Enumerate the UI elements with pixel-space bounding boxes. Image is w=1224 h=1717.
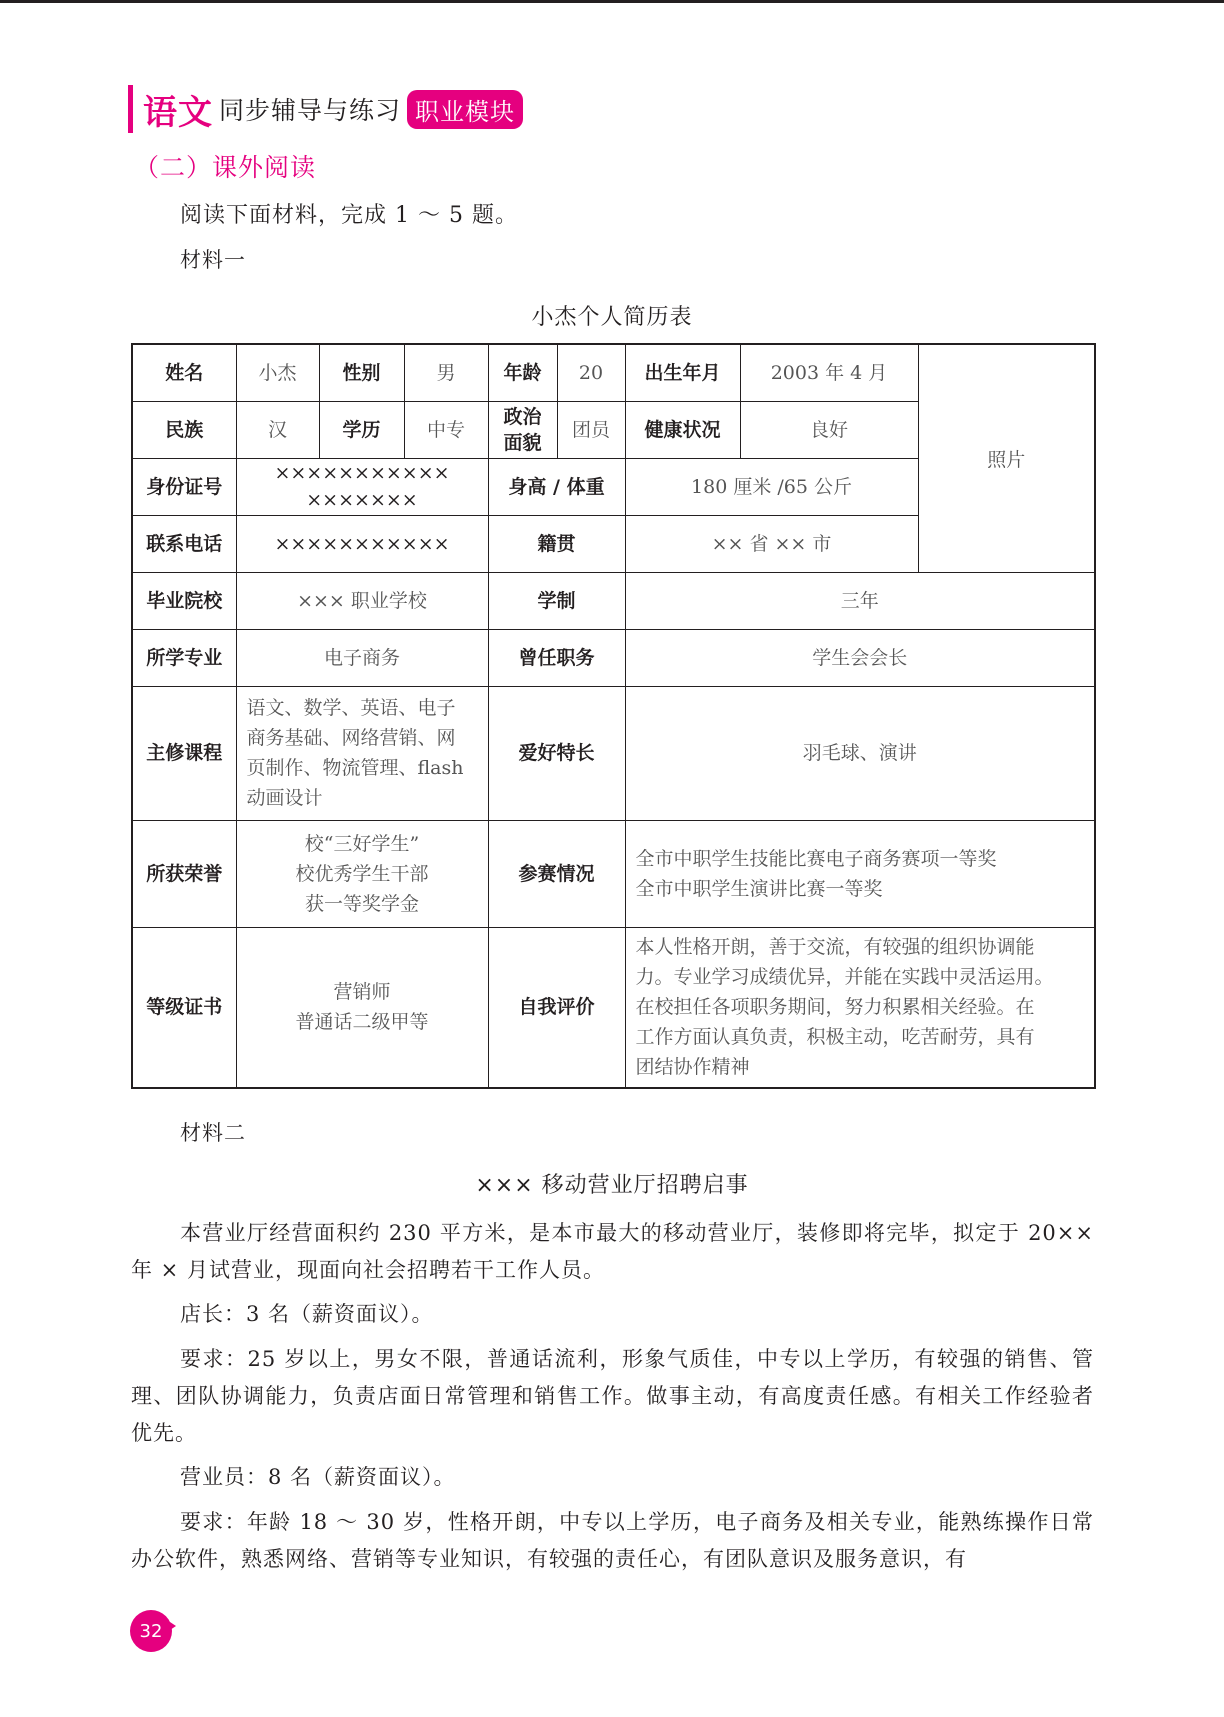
table-row [132,820,1095,927]
header-title: 同步辅导与练习 [219,96,402,125]
certificate-item: 普通话二级甲等 [295,1011,429,1034]
value-former-post: 学生会会长 [625,629,1095,686]
table-row [132,629,1095,686]
label-native: 籍贯 [488,515,625,572]
photo-cell: 照片 [918,344,1095,572]
value-birth: 2003 年 4 月 [740,344,918,401]
label-school: 毕业院校 [132,572,236,629]
value-competitions [625,820,1095,927]
label-courses: 主修课程 [132,686,236,820]
label-education: 学历 [319,401,404,458]
label-competitions: 参赛情况 [488,820,625,927]
resume-table [131,343,1096,1089]
label-height-weight: 身高 / 体重 [488,458,625,515]
courses-line: 语文、数学、英语、电子 [246,697,456,719]
courses-line: 页制作、物流管理、flash [246,757,464,779]
label-duration: 学制 [488,572,625,629]
notice-title: ××× 移动营业厅招聘启事 [475,1173,749,1198]
honor-item: 校优秀学生干部 [295,862,429,885]
label-hobbies: 爱好特长 [488,686,625,820]
self-eval-line: 本人性格开朗，善于交流，有较强的组织协调能 [635,936,1035,959]
notice-paragraph: 要求：年龄 18 ～ 30 岁，性格开朗，中专以上学历，电子商务及相关专业，能熟练操作日常办公软件，熟悉网络、营销等专业知识，有较强的责任心，有团队意识及服务意识，有 [131,1510,1094,1571]
notice-paragraph: 本营业厅经营面积约 230 平方米，是本市最大的移动营业厅，装修即将完毕，拟定于 20×× 年 × 月试营业，现面向社会招聘若干工作人员。 [131,1221,1094,1282]
value-hobbies: 羽毛球、演讲 [625,686,1095,820]
courses-line: 动画设计 [246,787,323,809]
value-courses [236,686,488,820]
value-ethnicity: 汉 [236,401,319,458]
label-gender: 性别 [319,344,404,401]
label-birth: 出生年月 [625,344,740,401]
label-id: 身份证号 [132,458,236,515]
value-gender: 男 [404,344,488,401]
top-rule [0,0,1224,3]
page-header [128,84,523,134]
table-row [132,344,1095,401]
table-row [132,686,1095,820]
header-module-badge: 职业模块 [407,90,523,129]
label-health: 健康状况 [625,401,740,458]
instruction: 阅读下面材料，完成 1 ～ 5 题。 [180,203,518,228]
value-id [236,458,488,515]
honor-item: 校“三好学生” [304,832,420,855]
label-politics-line: 面貌 [503,431,542,454]
label-politics-line: 政治 [503,405,542,428]
value-native: ×× 省 ×× 市 [625,515,918,572]
value-self-eval [625,927,1095,1088]
self-eval-line: 力。专业学习成绩优异，并能在实践中灵活运用。 [635,966,1054,989]
value-politics: 团员 [557,401,625,458]
label-former-post: 曾任职务 [488,629,625,686]
section-title: （二）课外阅读 [134,153,317,182]
value-phone: ××××××××××× [236,515,488,572]
value-school: ××× 职业学校 [236,572,488,629]
self-eval-line: 在校担任各项职务期间，努力积累相关经验。在 [635,996,1035,1019]
competition-item: 全市中职学生演讲比赛一等奖 [635,877,883,900]
self-eval-line: 团结协作精神 [635,1056,750,1079]
label-phone: 联系电话 [132,515,236,572]
competition-item: 全市中职学生技能比赛电子商务赛项一等奖 [635,847,997,870]
resume-table-title: 小杰个人简历表 [531,305,693,330]
honor-item: 获一等奖学金 [304,892,419,915]
value-duration: 三年 [625,572,1095,629]
label-certificates: 等级证书 [132,927,236,1088]
table-row [132,927,1095,1088]
label-politics [488,401,557,458]
label-ethnicity: 民族 [132,401,236,458]
table-row [132,572,1095,629]
value-health: 良好 [740,401,918,458]
value-certificates [236,927,488,1088]
header-subject: 语文 [143,92,213,133]
value-age: 20 [557,344,625,401]
value-name: 小杰 [236,344,319,401]
value-major: 电子商务 [236,629,488,686]
value-honors [236,820,488,927]
label-honors: 所获荣誉 [132,820,236,927]
value-height-weight: 180 厘米 /65 公斤 [625,458,918,515]
material-two-label: 材料二 [180,1121,246,1145]
value-id-line: ××××××××××× [274,461,450,484]
label-major: 所学专业 [132,629,236,686]
notice-paragraph: 营业员：8 名（薪资面议）。 [180,1465,456,1489]
label-self-eval: 自我评价 [488,927,625,1088]
notice-paragraph: 店长：3 名（薪资面议）。 [180,1302,434,1326]
label-age: 年龄 [488,344,557,401]
label-name: 姓名 [132,344,236,401]
page-number: 32 [130,1610,172,1652]
certificate-item: 营销师 [333,981,391,1004]
value-education: 中专 [404,401,488,458]
header-accent-bar [128,85,133,133]
notice-paragraph: 要求：25 岁以上，男女不限，普通话流利，形象气质佳，中专以上学历，有较强的销售、管理、团队协调能力，负责店面日常管理和销售工作。做事主动，有高度责任感。有相关工作经验者优先。 [131,1347,1094,1445]
value-id-line: ××××××× [306,488,418,511]
self-eval-line: 工作方面认真负责，积极主动，吃苦耐劳，具有 [635,1026,1035,1049]
courses-line: 商务基础、网络营销、网 [246,727,456,749]
material-one-label: 材料一 [180,248,246,272]
